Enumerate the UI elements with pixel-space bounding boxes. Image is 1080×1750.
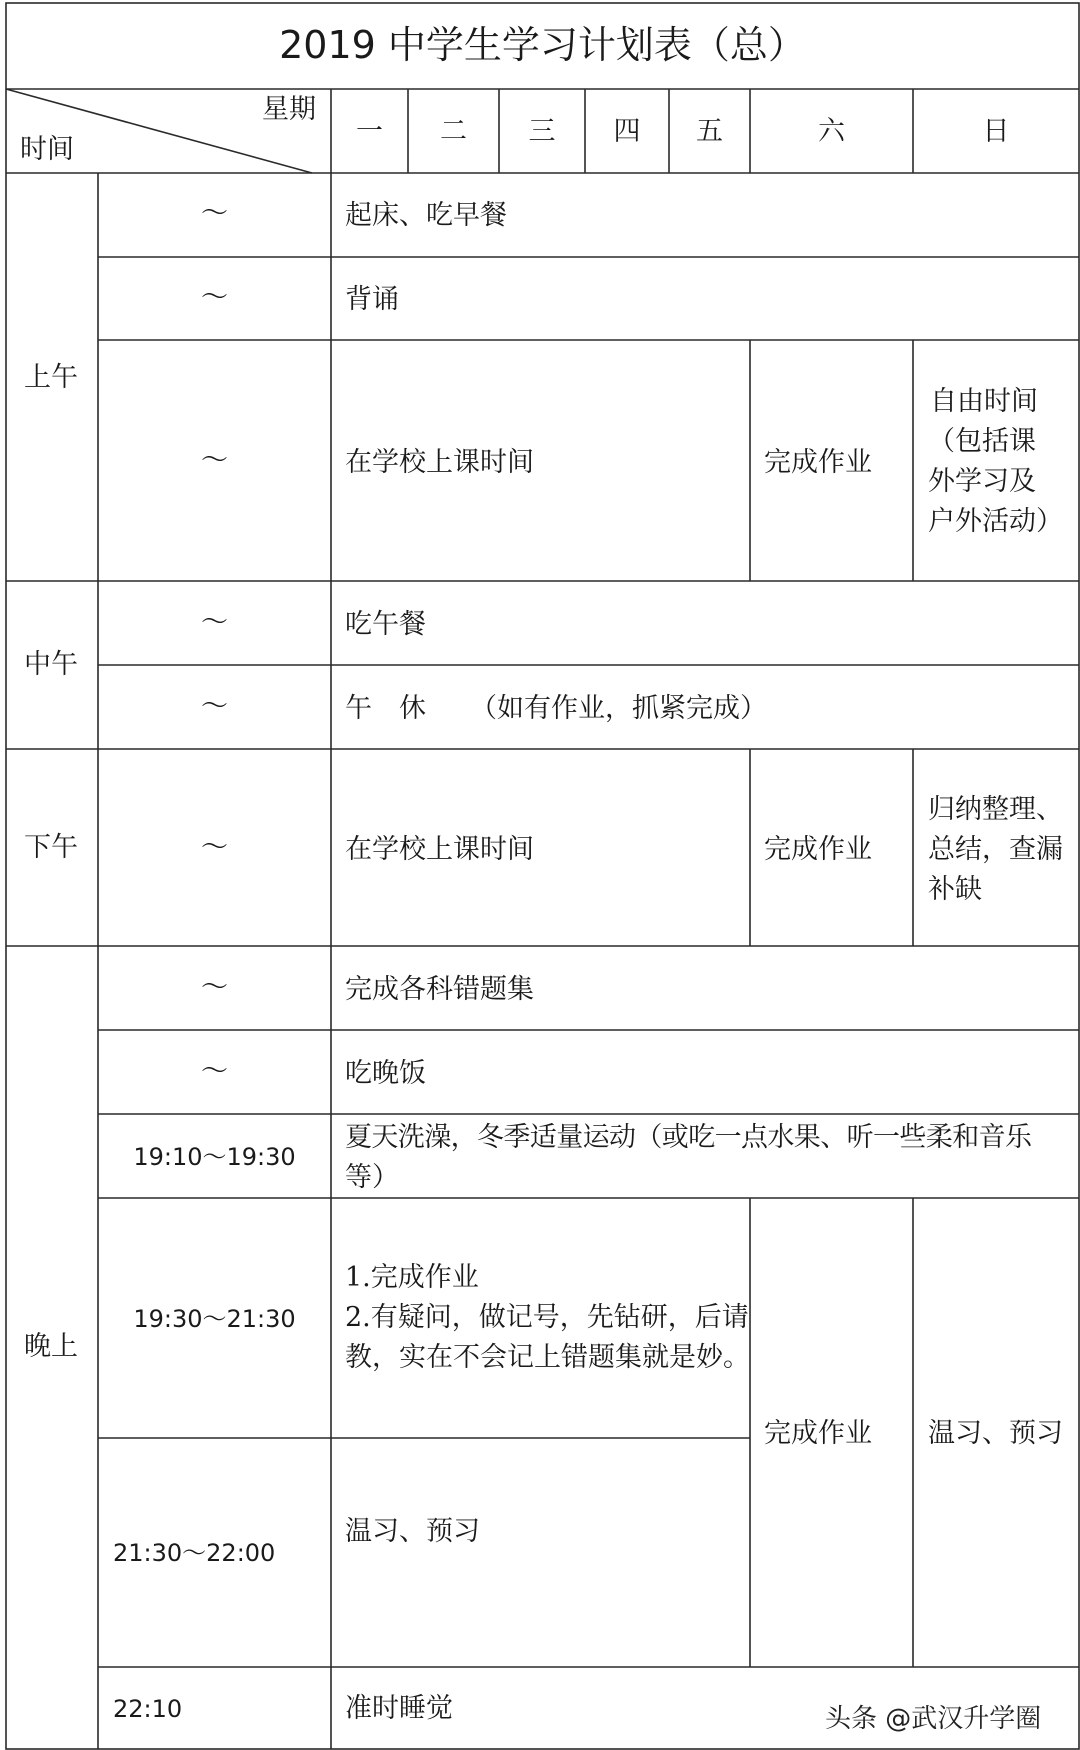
time-cell: ～ xyxy=(201,691,228,722)
sunday-cell-line: 补缺 xyxy=(928,874,982,905)
page-title: 2019 中学生学习计划表（总） xyxy=(279,23,806,67)
time-cell: 19:10～19:30 xyxy=(133,1143,296,1171)
activity-cell-line1: 夏天洗澡，冬季适量运动（或吃一点水果、听一些柔和音乐 xyxy=(345,1122,1032,1153)
day-header-fri: 五 xyxy=(696,116,723,147)
time-cell: ～ xyxy=(201,282,228,313)
time-cell: ～ xyxy=(201,1056,228,1087)
weekday-activity-cell: 在学校上课时间 xyxy=(345,447,534,478)
activity-cell: 吃午餐 xyxy=(345,609,426,640)
day-header-sun: 日 xyxy=(982,116,1010,147)
activity-cell: 背诵 xyxy=(345,284,399,315)
activity-cell-line2: 等） xyxy=(345,1162,399,1193)
time-cell: ～ xyxy=(201,607,228,638)
activity-cell: 准时睡觉 xyxy=(345,1693,453,1724)
evening-saturday-cell: 完成作业 xyxy=(764,1418,872,1449)
time-cell: 19:30～21:30 xyxy=(133,1305,296,1333)
sunday-cell-line: 外学习及 xyxy=(928,466,1036,497)
activity-cell: 完成各科错题集 xyxy=(345,974,534,1005)
day-header-tue: 二 xyxy=(440,116,467,147)
time-cell: ～ xyxy=(201,198,228,229)
day-header-sat: 六 xyxy=(818,116,845,147)
time-header-label: 时间 xyxy=(20,134,74,165)
period-evening: 晚上 xyxy=(24,1331,78,1362)
time-cell: ～ xyxy=(201,445,228,476)
period-afternoon: 下午 xyxy=(24,832,78,863)
sunday-cell-line: 户外活动） xyxy=(928,506,1063,537)
activity-cell-line2: 2.有疑问，做记号，先钻研，后请 xyxy=(345,1302,749,1333)
evening-sunday-cell: 温习、预习 xyxy=(928,1418,1063,1449)
saturday-cell: 完成作业 xyxy=(764,447,872,478)
time-cell: ～ xyxy=(201,972,228,1003)
time-cell: ～ xyxy=(201,832,228,863)
period-noon: 中午 xyxy=(24,649,78,680)
activity-cell: 午 休 xyxy=(345,693,426,724)
time-cell: 21:30～22:00 xyxy=(113,1539,276,1567)
weekday-header-label: 星期 xyxy=(262,94,316,125)
day-header-mon: 一 xyxy=(356,116,383,147)
weekday-activity-cell: 在学校上课时间 xyxy=(345,834,534,865)
sunday-cell-line: 总结，查漏 xyxy=(928,834,1063,865)
time-cell: 22:10 xyxy=(113,1695,183,1723)
sunday-cell-line: 自由时间 xyxy=(930,386,1038,417)
watermark: 头条 @武汉升学圈 xyxy=(825,1704,1042,1734)
day-header-wed: 三 xyxy=(528,116,556,147)
activity-note: （如有作业，抓紧完成） xyxy=(470,693,767,724)
activity-cell: 温习、预习 xyxy=(345,1516,480,1547)
period-morning: 上午 xyxy=(24,362,78,393)
activity-cell-line3: 教，实在不会记上错题集就是妙。 xyxy=(345,1342,750,1373)
sunday-cell-line: 归纳整理、 xyxy=(928,794,1063,825)
day-header-thu: 四 xyxy=(613,116,641,147)
activity-cell-line1: 1.完成作业 xyxy=(345,1262,479,1293)
saturday-cell: 完成作业 xyxy=(764,834,872,865)
activity-cell: 吃晚饭 xyxy=(345,1058,426,1089)
activity-cell: 起床、吃早餐 xyxy=(345,200,507,231)
sunday-cell-line: （包括课 xyxy=(928,426,1036,457)
